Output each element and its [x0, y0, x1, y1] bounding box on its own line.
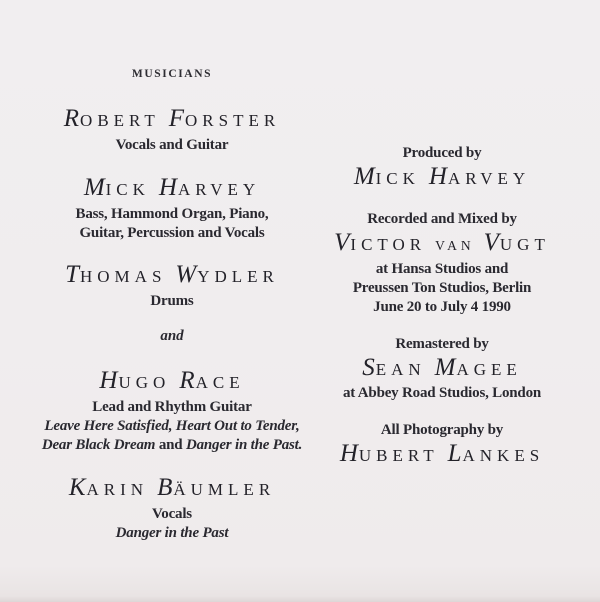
musician-name: [26, 473, 318, 505]
production-entry-produced-by: [320, 143, 564, 193]
production-name: [320, 354, 564, 384]
musician-name: [26, 260, 318, 292]
credit-text: Bass, Hammond Organ, Piano,: [75, 206, 269, 222]
musician-credit-line: [26, 505, 318, 524]
name-word: MAGEE: [434, 354, 522, 381]
musician-name: [26, 104, 318, 136]
production-name: [320, 440, 564, 470]
song-title-italic: Danger in the Past.: [185, 437, 303, 453]
name-word: HUGO: [99, 367, 171, 394]
production-entry-remastered: [320, 334, 564, 403]
musicians-header: MUSICIANS: [131, 68, 213, 80]
production-entry-photography: [320, 420, 564, 470]
song-title-italic: Danger in the Past: [115, 525, 229, 541]
production-role-label: All Photography by: [380, 422, 504, 438]
musician-credit-line: [26, 398, 318, 417]
musician-credit-line: [26, 136, 318, 155]
production-detail-line: Preussen Ton Studios, Berlin: [352, 280, 532, 296]
name-word: LANKES: [447, 440, 545, 467]
musician-entry-thomas-wydler: [26, 260, 318, 311]
credit-text: Guitar, Percussion and Vocals: [79, 225, 265, 241]
musician-credit-line: [26, 292, 318, 311]
song-title-italic: Leave Here Satisfied, Heart Out to Tender,: [44, 418, 300, 434]
name-word: THOMAS: [65, 261, 167, 288]
name-word: RACE: [179, 367, 245, 394]
production-name: [320, 163, 564, 193]
musician-credit-line: [26, 224, 318, 243]
name-word: MICK: [353, 163, 420, 190]
musician-credit-line: [26, 205, 318, 224]
production-entry-recorded-mixed: [320, 209, 564, 317]
production-role-label: Remastered by: [395, 336, 489, 352]
musician-entry-hugo-race: [26, 366, 318, 455]
name-word: MICK: [83, 174, 150, 201]
name-word: VAN: [435, 238, 475, 253]
song-title-italic: Dear Black Dream: [41, 437, 156, 453]
musician-entry-robert-forster: [26, 104, 318, 155]
credit-text: Drums: [150, 293, 194, 309]
credit-text: Vocals and Guitar: [115, 137, 229, 153]
name-word: KARIN: [68, 474, 149, 501]
name-word: BÄUMLER: [157, 474, 276, 501]
production-detail-line: at Hansa Studios and: [375, 261, 509, 277]
name-word: VICTOR: [334, 229, 427, 256]
production-role-label: Recorded and Mixed by: [367, 211, 517, 227]
credit-text: and: [155, 437, 186, 453]
name-word: SEAN: [362, 354, 426, 381]
musician-credit-line: [26, 524, 318, 543]
musician-name: [26, 366, 318, 398]
name-word: HARVEY: [158, 174, 261, 201]
name-word: HUBERT: [339, 440, 439, 467]
musician-entry-karin-baumler: [26, 473, 318, 543]
name-word: ROBERT: [63, 105, 160, 132]
production-role-label: Produced by: [402, 145, 482, 161]
musician-credit-line: [26, 417, 318, 436]
name-word: WYDLER: [175, 261, 279, 288]
name-word: FORSTER: [168, 105, 281, 132]
credit-text: Vocals: [152, 506, 192, 522]
conjunction-and: and: [160, 328, 184, 344]
musician-entry-mick-harvey: [26, 173, 318, 243]
credit-text: Lead and Rhythm Guitar: [92, 399, 252, 415]
musician-name: [26, 173, 318, 205]
production-detail-line: June 20 to July 4 1990: [373, 299, 511, 315]
name-word: VUGT: [483, 229, 550, 256]
musician-credit-line: [26, 436, 318, 455]
production-detail-line: at Abbey Road Studios, London: [342, 385, 542, 401]
name-word: HARVEY: [428, 163, 531, 190]
production-name: [320, 229, 564, 260]
